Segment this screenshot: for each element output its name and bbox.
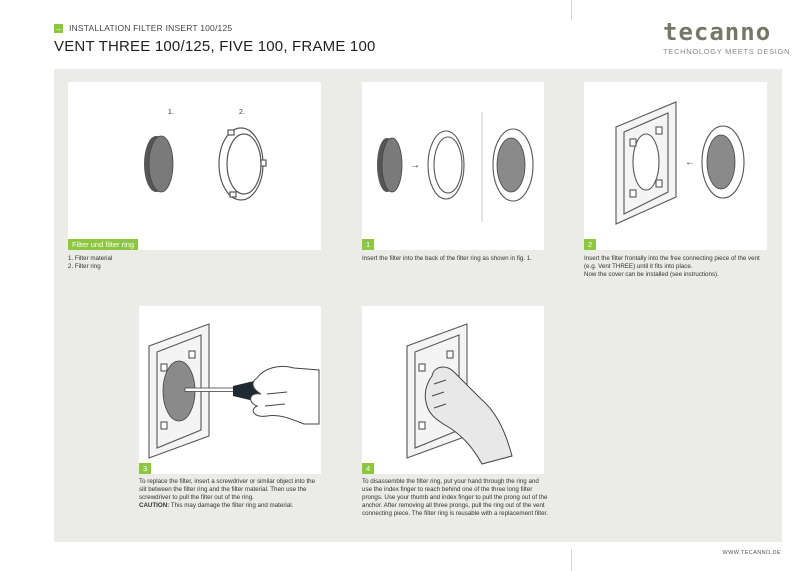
step4-caption-line: anchor. After removing all three prongs, pull the ring out of the vent xyxy=(362,502,545,509)
step2-caption-line: Now the cover can be installed (see instructions). xyxy=(584,271,719,278)
step4-illustration xyxy=(362,306,544,474)
filter-disc-icon xyxy=(377,138,402,192)
hand-icon xyxy=(425,367,512,464)
step2-illustration xyxy=(584,82,767,250)
step3-caption xyxy=(139,478,339,510)
assembled-filter-icon xyxy=(702,126,744,198)
step1-illustration-panel xyxy=(362,82,544,250)
subtitle-text: INSTALLATION FILTER INSERT 100/125 xyxy=(69,23,233,33)
step4-caption xyxy=(362,478,572,518)
step3-caution xyxy=(139,502,339,510)
hand-icon xyxy=(251,366,319,424)
caution-label: CAUTION: xyxy=(139,502,170,509)
arrow-left-icon: ← xyxy=(685,157,695,168)
filter-ring-icon xyxy=(428,131,464,199)
caution-text: This may damage the filter ring and material. xyxy=(169,502,294,509)
parts-caption-line: 1. Filter material xyxy=(68,255,113,262)
step4-caption-line: prongs. Use your thumb and index finger to pull the prong out of the xyxy=(362,494,548,501)
filter-ring-icon xyxy=(219,128,266,200)
step3-caption-line: screwdriver to pull the filter out of the ring. xyxy=(139,494,254,501)
document-header xyxy=(54,22,376,55)
step4-caption-line: use the index finger to reach behind one of the three long filter xyxy=(362,486,533,493)
step1-illustration xyxy=(362,82,544,250)
step4-caption-line: To disassemble the filter ring, put your hand through the ring and xyxy=(362,478,539,485)
step3-caption-line: slit between the filter ring and the filter material. Then use the xyxy=(139,486,307,493)
part-number-1: 1. xyxy=(168,109,174,116)
logo-tagline: TECHNOLOGY MEETS DESIGN xyxy=(663,47,791,56)
vent-frame-icon xyxy=(616,102,676,224)
step3-label: 3 xyxy=(139,463,151,474)
parts-label: Filter und filter ring xyxy=(68,239,138,250)
arrow-right-icon: → xyxy=(54,23,63,33)
website-url: WWW.TECANNO.DE xyxy=(722,550,781,556)
part-number-2: 2. xyxy=(239,109,245,116)
parts-caption-line: 2. Filter ring xyxy=(68,263,101,270)
step1-label: 1 xyxy=(362,239,374,250)
step3-caption-line: To replace the filter, insert a screwdriver or similar object into the xyxy=(139,478,316,485)
step1-caption: Insert the filter into the back of the filter ring as shown in fig. 1. xyxy=(362,255,532,262)
logo-wordmark: tecanno xyxy=(663,18,772,46)
step4-illustration-panel xyxy=(362,306,544,474)
document-title: VENT THREE 100/125, FIVE 100, FRAME 100 xyxy=(54,38,376,55)
bottom-divider-line xyxy=(571,549,572,571)
assembled-filter-icon xyxy=(493,129,533,201)
step4-caption-line: connecting piece. The filter ring is reusable with a replacement filter. xyxy=(362,510,548,517)
document-subtitle xyxy=(54,22,376,34)
step2-illustration-panel xyxy=(584,82,767,250)
parts-illustration xyxy=(68,82,321,250)
parts-illustration-panel xyxy=(68,82,321,250)
step2-caption-line: (e.g. Vent THREE) until it fits into place. xyxy=(584,263,693,270)
step2-label: 2 xyxy=(584,239,596,250)
top-divider-line xyxy=(571,0,572,20)
step4-label: 4 xyxy=(362,463,374,474)
step2-caption xyxy=(584,255,784,279)
brand-logo xyxy=(663,18,791,56)
instruction-area xyxy=(54,69,782,542)
step2-caption-line: Insert the filter frontally into the free connecting piece of the vent xyxy=(584,255,760,262)
filter-disc-icon xyxy=(144,136,173,192)
step3-illustration-panel xyxy=(139,306,321,474)
step3-illustration xyxy=(139,306,321,474)
parts-caption xyxy=(68,255,321,271)
arrow-right-icon: → xyxy=(410,160,420,171)
